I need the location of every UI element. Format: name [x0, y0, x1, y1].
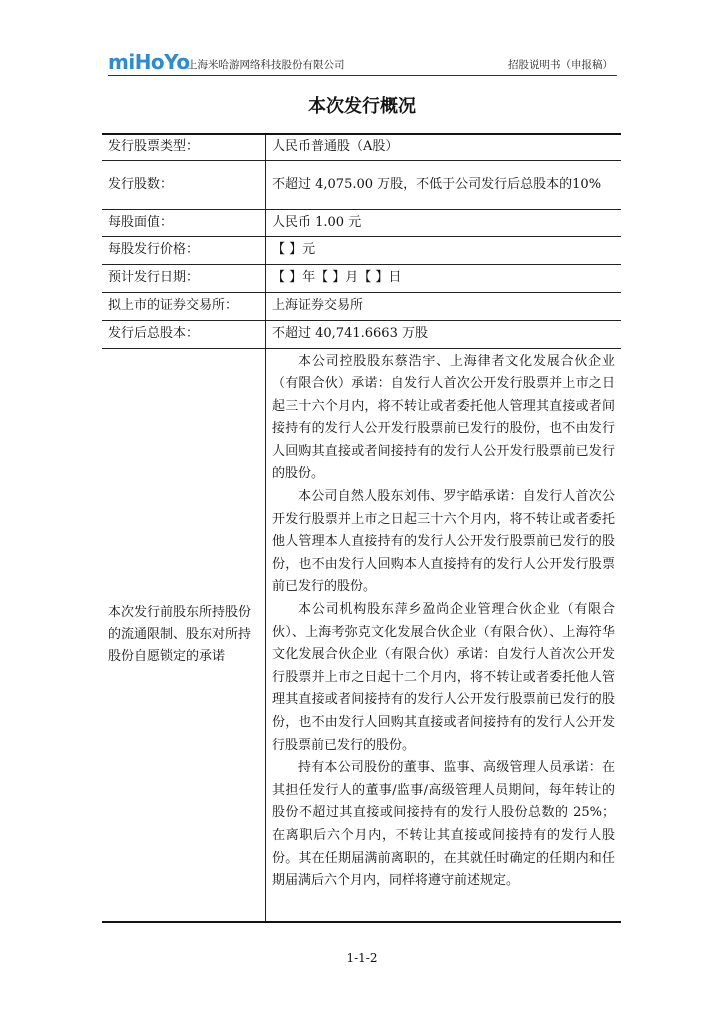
row-label: 拟上市的证券交易所：	[102, 292, 266, 320]
table-row	[102, 236, 621, 264]
row-value: 不超过 4,075.00 万股，不低于公司发行后总股本的10%	[266, 160, 622, 209]
page-title: 本次发行概况	[308, 96, 416, 117]
table-row	[102, 209, 621, 236]
page-number: 1-1-2	[346, 951, 378, 965]
row-label: 发行股数：	[102, 160, 266, 209]
commitment-paragraph: 本公司机构股东萍乡盈尚企业管理合伙企业（有限合伙）、上海考弥克文化发展合伙企业（有限合伙）、上海符华文化发展合伙企业（有限合伙）承诺：自发行人首次公开发行股票并上市之日起十二个月内，将不转让或者委托他人管理其直接或者间接持有的发行人公开发行股票前已发行的股份，也不由发行人回购其直接或者间接持有的发行人公开发行股票前已发行的股份。	[272, 602, 615, 753]
company-logo: miHoYo	[108, 50, 190, 74]
table-row	[102, 134, 621, 160]
row-value: 【 】元	[266, 236, 622, 264]
row-value: 【 】年【 】月【 】日	[266, 264, 622, 292]
table-row	[102, 320, 621, 348]
table-row	[102, 348, 621, 922]
row-label: 每股发行价格：	[102, 236, 266, 264]
row-label: 发行后总股本：	[102, 320, 266, 348]
company-name: 上海米哈游网络科技股份有限公司	[187, 59, 345, 71]
page-header	[108, 51, 617, 76]
commitment-label: 本次发行前股东所持股份的流通限制、股东对所持股份自愿锁定的承诺	[102, 348, 266, 922]
table-row	[102, 160, 621, 209]
issuance-overview-table	[102, 133, 621, 923]
row-value: 人民币 1.00 元	[266, 209, 622, 236]
commitment-paragraph: 持有本公司股份的董事、监事、高级管理人员承诺：在其担任发行人的董事/监事/高级管理人员期间，每年转让的股份不超过其直接或间接持有的发行人股份总数的 25%；在离职后六个月内，不转让其直接或间接持有的发行人股份。其在任期届满前离职的，在其就任时确定的任期内和任期届满后六个月内，同样将遵守前述规定。	[272, 760, 615, 889]
row-label: 发行股票类型：	[102, 134, 266, 160]
row-value: 上海证券交易所	[266, 292, 622, 320]
row-value: 人民币普通股（A股）	[266, 134, 622, 160]
table-row	[102, 264, 621, 292]
table-row	[102, 292, 621, 320]
commitment-paragraph: 本公司控股股东蔡浩宇、上海律者文化发展合伙企业（有限合伙）承诺：自发行人首次公开发行股票并上市之日起三十六个月内，将不转让或者委托他人管理其直接或者间接持有的发行人公开发行股票前已发行的股份，也不由发行人回购其直接或者间接持有的发行人公开发行股票前已发行的股份。	[272, 353, 615, 482]
commitment-paragraph: 本公司自然人股东刘伟、罗宇皓承诺：自发行人首次公开发行股票并上市之日起三十六个月内，将不转让或者委托他人管理本人直接持有的发行人公开发行股票前已发行的股份，也不由发行人回购本人直接持有的发行人公开发行股票前已发行的股份。	[272, 489, 615, 595]
row-label: 预计发行日期：	[102, 264, 266, 292]
row-value: 不超过 40,741.6663 万股	[266, 320, 622, 348]
document-type: 招股说明书（申报稿）	[508, 59, 613, 71]
row-label: 每股面值：	[102, 209, 266, 236]
commitment-content	[266, 348, 622, 922]
